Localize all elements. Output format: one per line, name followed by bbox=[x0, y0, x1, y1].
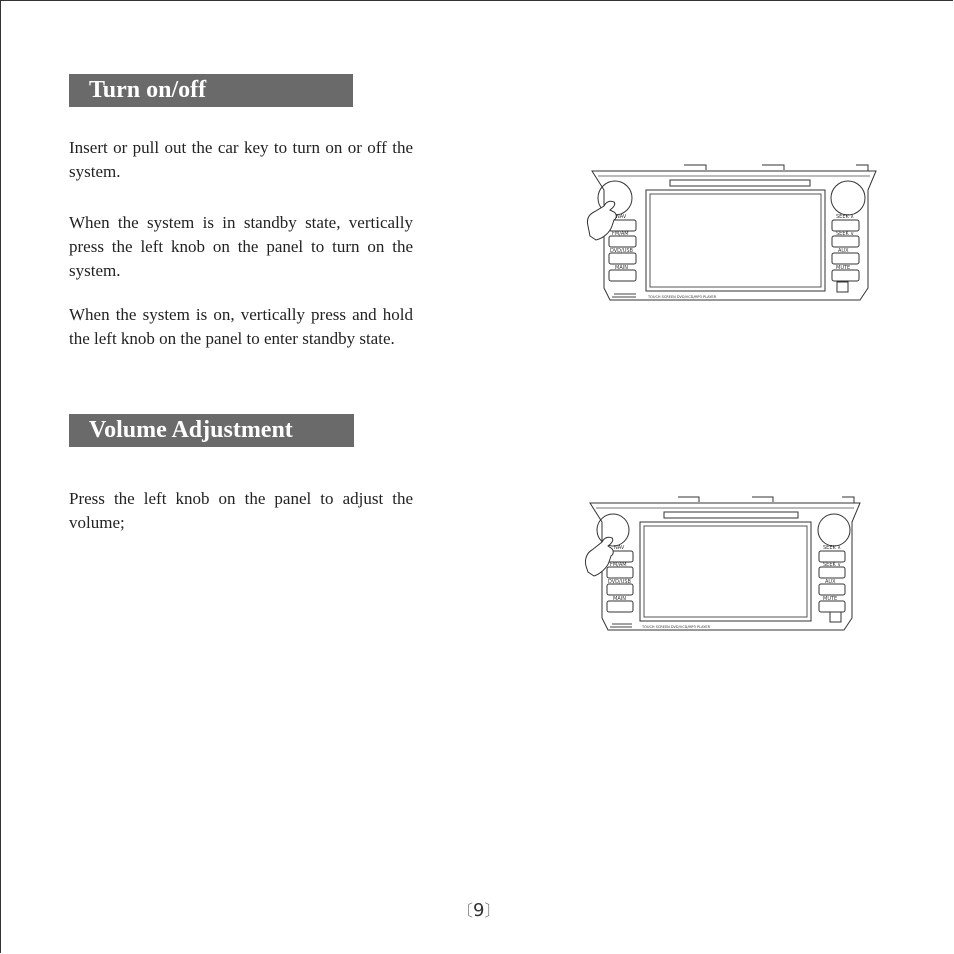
button-label-seek-up: SEEK ∧ bbox=[823, 545, 842, 551]
car-stereo-illustration bbox=[584, 162, 880, 308]
button-label-dvd-usb: DVD/USB bbox=[608, 579, 631, 585]
button-label-fm-am: FM/AM bbox=[612, 231, 629, 237]
section-heading-turn-on-off bbox=[69, 74, 353, 107]
device-footer-text: TOUCH SCREEN DVD/VCD/MP3 PLAYER bbox=[642, 625, 711, 629]
paragraph: Press the left knob on the panel to adjust the volume; bbox=[69, 489, 413, 532]
section-title: Turn on/off bbox=[89, 77, 207, 103]
paragraph: When the system is on, vertically press and hold the left knob on the panel to enter standby state. bbox=[69, 305, 413, 348]
button-label-fm-am: FM/AM bbox=[610, 562, 627, 568]
section-heading-volume-adjustment bbox=[69, 414, 354, 447]
button-label-dvd-usb: DVD/USB bbox=[610, 248, 633, 254]
section-title: Volume Adjustment bbox=[89, 417, 293, 443]
paragraph: When the system is in standby state, vertically press the left knob on the panel to turn on the system. bbox=[69, 213, 413, 280]
button-label-main: MAIN bbox=[613, 596, 626, 602]
paragraph: Insert or pull out the car key to turn on or off the system. bbox=[69, 138, 413, 181]
button-label-aux: AUX bbox=[825, 579, 836, 585]
button-label-seek-down: SEEK ∨ bbox=[823, 562, 842, 568]
button-label-seek-up: SEEK ∧ bbox=[836, 214, 855, 220]
button-label-mute: MUTE bbox=[823, 596, 838, 602]
car-stereo-illustration bbox=[582, 494, 864, 636]
button-label-mute: MUTE bbox=[836, 265, 851, 271]
device-footer-text: TOUCH SCREEN DVD/VCD/MP3 PLAYER bbox=[648, 295, 717, 299]
pointing-hand-icon bbox=[585, 537, 613, 576]
button-label-seek-down: SEEK ∨ bbox=[836, 231, 855, 237]
page-number: 〔9〕 bbox=[457, 900, 501, 921]
button-label-main: MAIN bbox=[615, 265, 628, 271]
button-label-nav: NAV bbox=[614, 545, 625, 551]
button-label-nav: NAV bbox=[616, 214, 627, 220]
button-label-aux: AUX bbox=[838, 248, 849, 254]
